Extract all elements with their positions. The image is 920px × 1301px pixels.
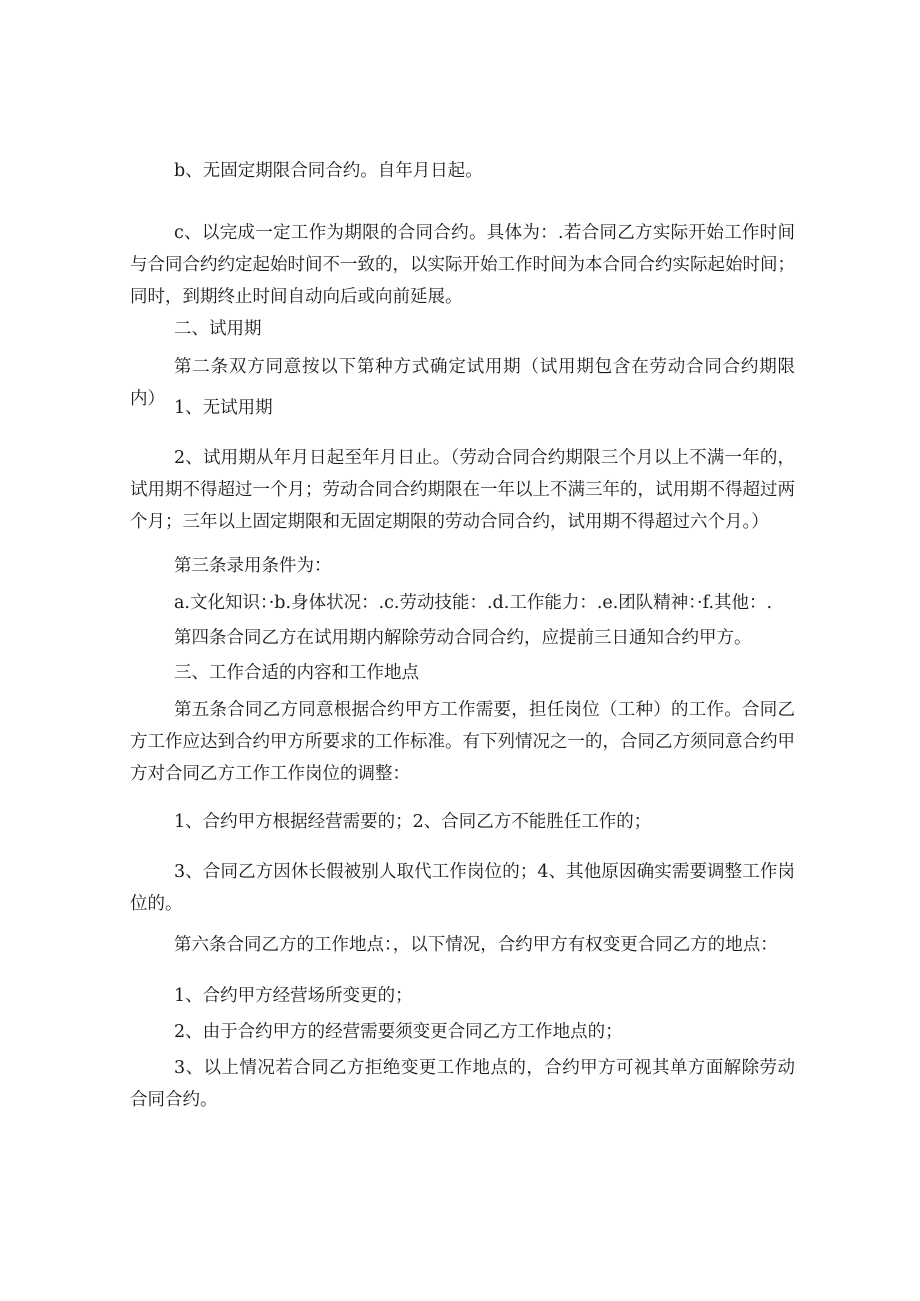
- paragraph-article-6: 第六条合同乙方的工作地点：，以下情况，合约甲方有权变更合同乙方的地点：: [174, 935, 778, 955]
- paragraph-probation-period: 2、试用期从年月日起至年月日止。（劳动合同合约期限三个月以上不满一年的，试用期不得超过一个月；劳动合同合约期限在一年以上不满三年的，试用期不得超过两个月；三年以上固定期限和无固定期限的劳动合同合约，试用期不得超过六个月。）: [130, 448, 795, 532]
- paragraph-location-change-3: 3、以上情况若合同乙方拒绝变更工作地点的，合约甲方可视其单方面解除劳动合同合约。: [130, 1058, 795, 1110]
- paragraph-term-task-based: c、以完成一定工作为期限的合同合约。具体为：.若合同乙方实际开始工作时间与合同合约约定起始时间不一致的，以实际开始工作时间为本合同合约实际起始时间；同时，到期终止时间自动向后或向前延展。: [130, 223, 795, 307]
- paragraph-article-3: 第三条录用条件为：: [174, 556, 332, 576]
- paragraph-location-change-2: 2、由于合约甲方的经营需要须变更合同乙方工作地点的；: [174, 1022, 623, 1042]
- paragraph-adjust-reasons-1: 1、合约甲方根据经营需要的；2、合同乙方不能胜任工作的；: [174, 812, 652, 832]
- paragraph-term-open-ended: b、无固定期限合同合约。自年月日起。: [174, 161, 483, 181]
- paragraph-location-change-1: 1、合约甲方经营场所变更的；: [174, 986, 413, 1006]
- paragraph-article-2: 第二条双方同意按以下第种方式确定试用期（试用期包含在劳动合同合约期限内）: [130, 357, 795, 409]
- section-heading-probation: 二、试用期: [174, 319, 262, 339]
- paragraph-hiring-conditions: a.文化知识：·b.身体状况：.c.劳动技能：.d.工作能力：.e.团队精神：·f.其他：.: [174, 593, 773, 613]
- paragraph-no-probation: 1、无试用期: [174, 398, 273, 418]
- section-heading-work-content: 三、工作合适的内容和工作地点: [174, 663, 419, 683]
- paragraph-article-4: 第四条合同乙方在试用期内解除劳动合同合约，应提前三日通知合约甲方。: [174, 628, 752, 648]
- paragraph-adjust-reasons-2: 3、合同乙方因休长假被别人取代工作岗位的；4、其他原因确实需要调整工作岗位的。: [130, 862, 795, 914]
- paragraph-article-5: 第五条合同乙方同意根据合约甲方工作需要，担任岗位（工种）的工作。合同乙方工作应达到合约甲方所要求的工作标准。有下列情况之一的，合同乙方须同意合约甲方对合同乙方工作工作岗位的调整：: [130, 700, 795, 784]
